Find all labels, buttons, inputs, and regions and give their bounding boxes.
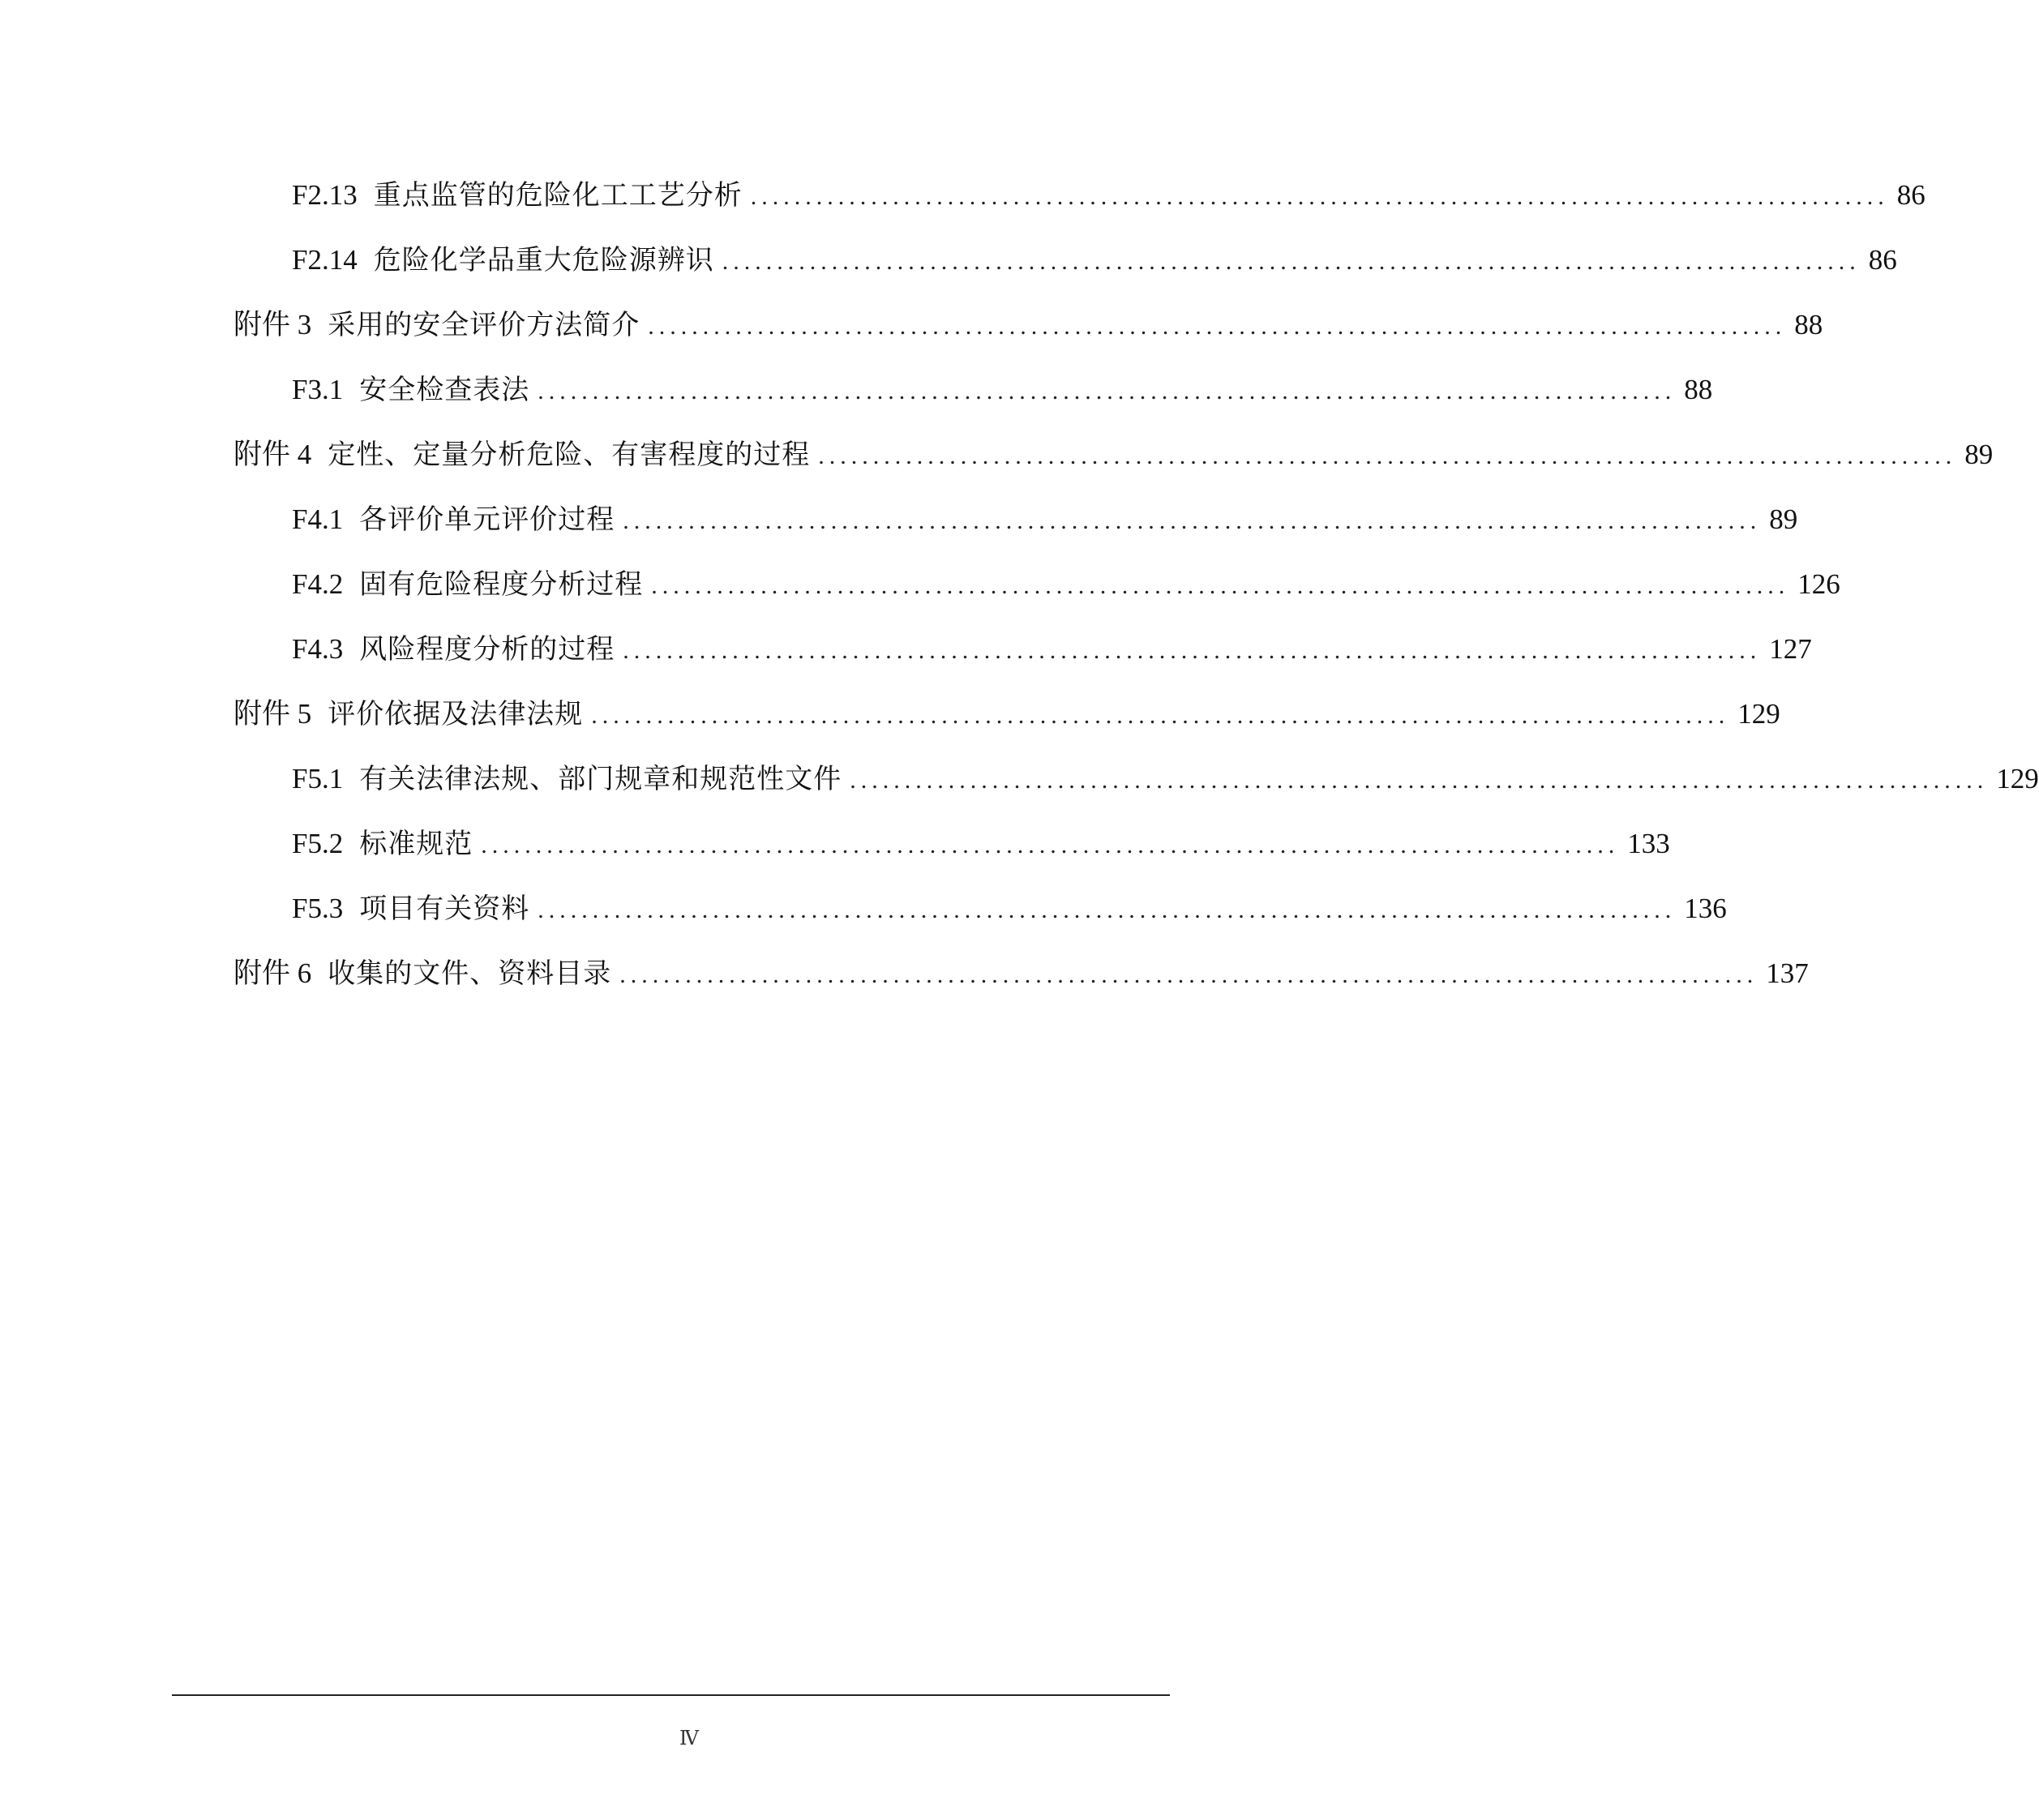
toc-entry[interactable] [292, 562, 1840, 607]
toc-entry-page: 127 [1769, 633, 1812, 665]
toc-entry[interactable] [292, 238, 1897, 283]
dot-leader: ........................................................................................................ [619, 961, 1758, 988]
toc-entry[interactable] [233, 951, 1809, 996]
toc-entry[interactable] [233, 302, 1823, 348]
toc-entry-page: 89 [1769, 503, 1798, 535]
toc-entry-title: 安全检查表法 [359, 374, 530, 406]
toc-entry-page: 129 [1996, 763, 2039, 794]
dot-leader: ........................................................................................................ [850, 767, 1989, 794]
dot-leader: ........................................................................................................ [722, 248, 1861, 275]
toc-entry-page: 133 [1627, 828, 1670, 859]
toc-entry-title: 采用的安全评价方法简介 [328, 309, 640, 341]
toc-entry-number: F4.3 [292, 633, 344, 665]
toc-entry-title: 固有危险程度分析过程 [359, 568, 644, 601]
toc-entry[interactable] [292, 173, 1925, 218]
toc-entry-number: F3.1 [292, 374, 344, 405]
toc-entry-title: 收集的文件、资料目录 [328, 957, 612, 990]
dot-leader: ........................................................................................................ [651, 572, 1790, 599]
toc-entry[interactable] [292, 821, 1670, 867]
toc-entry-title: 危险化学品重大危险源辨识 [373, 244, 714, 276]
dot-leader: ........................................................................................................ [538, 897, 1677, 923]
toc-entry-number: F4.2 [292, 568, 344, 600]
dot-leader: ........................................................................................................ [648, 313, 1787, 340]
toc-entry-number: F2.13 [292, 179, 358, 211]
dot-leader: ........................................................................................................ [623, 637, 1762, 664]
dot-leader: ........................................................................................................ [818, 443, 1957, 469]
dot-leader: ........................................................................................................ [481, 832, 1620, 859]
toc-entry-title: 定性、定量分析危险、有害程度的过程 [328, 439, 811, 471]
toc-entry-title: 重点监管的危险化工工艺分析 [373, 179, 743, 212]
toc-entry-title: 标准规范 [359, 828, 473, 860]
toc-entry[interactable] [233, 692, 1780, 737]
toc-entry-number: F5.2 [292, 828, 344, 859]
toc-entry-page: 89 [1964, 439, 1994, 470]
toc-entry[interactable] [292, 497, 1798, 542]
toc-entry-page: 86 [1868, 244, 1897, 276]
toc-entry-title: 项目有关资料 [359, 893, 530, 925]
toc-entry-number: 附件 6 [233, 957, 312, 989]
toc-entry[interactable] [292, 756, 2039, 802]
dot-leader: ........................................................................................................ [591, 702, 1730, 729]
toc-entry-number: F5.3 [292, 893, 344, 924]
toc-entry-title: 各评价单元评价过程 [359, 503, 615, 536]
toc-entry-page: 88 [1684, 374, 1713, 405]
toc-entry[interactable] [292, 367, 1713, 413]
toc-entry-page: 86 [1896, 179, 1925, 211]
page-number: Ⅳ [679, 1728, 699, 1749]
toc-entry-title: 有关法律法规、部门规章和规范性文件 [359, 763, 842, 795]
toc-entry-number: 附件 5 [233, 698, 312, 730]
toc-entry[interactable] [233, 432, 1994, 477]
footer-divider [172, 1694, 1170, 1696]
toc-entry-title: 风险程度分析的过程 [359, 633, 615, 666]
dot-leader: ........................................................................................................ [538, 378, 1677, 405]
toc-entry-number: F2.14 [292, 244, 358, 276]
toc-entry-page: 126 [1797, 568, 1840, 600]
toc-entry-number: 附件 4 [233, 439, 312, 470]
toc-entry-number: 附件 3 [233, 309, 312, 340]
toc-entry-number: F5.1 [292, 763, 344, 794]
dot-leader: ........................................................................................................ [750, 183, 1889, 210]
toc-entry[interactable] [292, 886, 1727, 931]
toc-entry-page: 136 [1684, 893, 1727, 924]
dot-leader: ........................................................................................................ [623, 507, 1762, 534]
toc-entry-number: F4.1 [292, 503, 344, 535]
toc-entry-title: 评价依据及法律法规 [328, 698, 584, 730]
toc-entry[interactable] [292, 627, 1812, 672]
toc-entry-page: 137 [1766, 957, 1809, 989]
toc-entry-page: 129 [1737, 698, 1780, 730]
toc-entry-page: 88 [1794, 309, 1823, 340]
